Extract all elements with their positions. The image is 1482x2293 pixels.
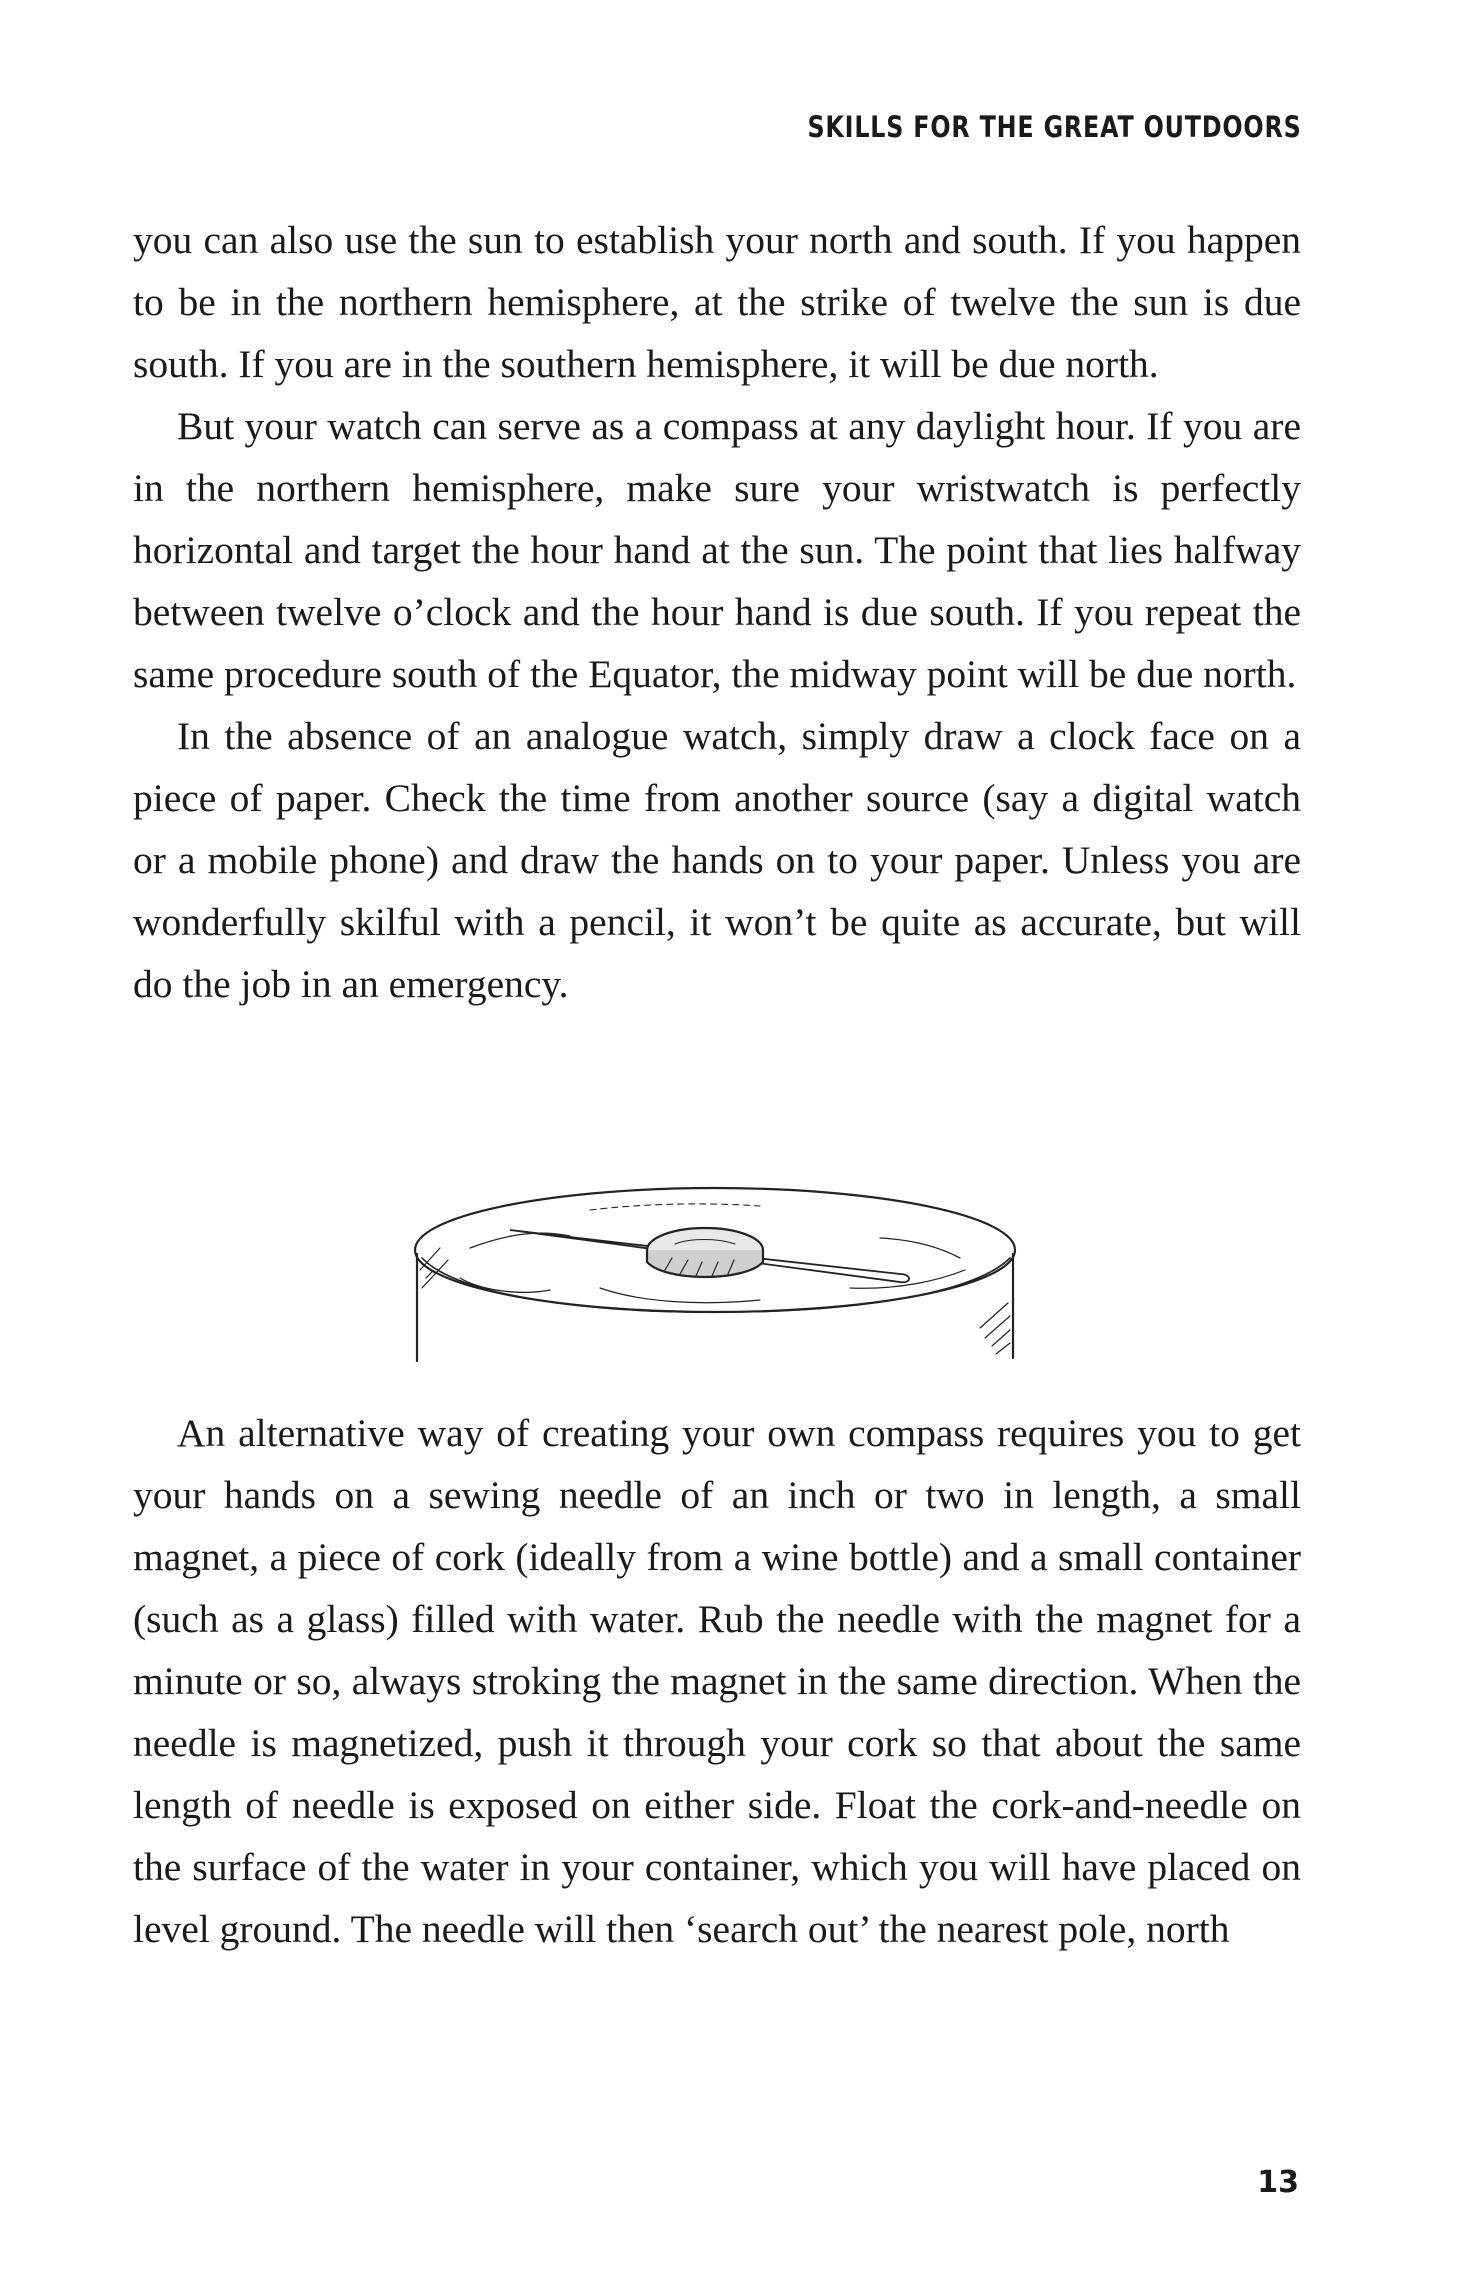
paragraph-needle-compass: An alternative way of creating your own compass requires you to get your hands on a sewing needle of an inch or two in length, a small magnet, a piece of cork (ideally from a wine bottle) and a small container (such as a glass) filled with water. Rub the needle with the magnet for a minute or so, always stroking the magnet in the same direction. When the needle is magnetized, push it through your cork so that about the same length of needle is exposed on either side. Float the cork-and-needle on the surface of the water in your container, which you will have placed on level ground. The needle will then ‘search out’ the nearest pole, north (133, 1411, 1301, 1951)
floating-needle-compass-icon (400, 1178, 1030, 1378)
paragraph-sun-direction: you can also use the sun to establish your north and south. If you happen to be in the northern hemisphere, at the strike of twelve the sun is due south. If you are in the southern hemisphere, it will be due north. (133, 218, 1301, 386)
running-header: SKILLS FOR THE GREAT OUTDOORS (807, 110, 1302, 144)
paragraph-drawn-clock: In the absence of an analogue watch, simply draw a clock face on a piece of paper. Check the time from another source (say a digital watch or a mobile phone) and draw the hands on to your paper. Unless you are wonderfully skilful with a pencil, it won’t be quite as accurate, but will do the job in an emergency. (133, 714, 1301, 1006)
page-number: 13 (1257, 2165, 1299, 2200)
paragraph-watch-compass: But your watch can serve as a compass at any daylight hour. If you are in the northern hemisphere, make sure your wristwatch is perfectly horizontal and target the hour hand at the sun. The point that lies halfway between twelve o’clock and the hour hand is due south. If you repeat the same procedure south of the Equator, the midway point will be due north. (133, 404, 1301, 696)
body-text-bottom (133, 1402, 1301, 1960)
body-text-top (133, 209, 1301, 1015)
